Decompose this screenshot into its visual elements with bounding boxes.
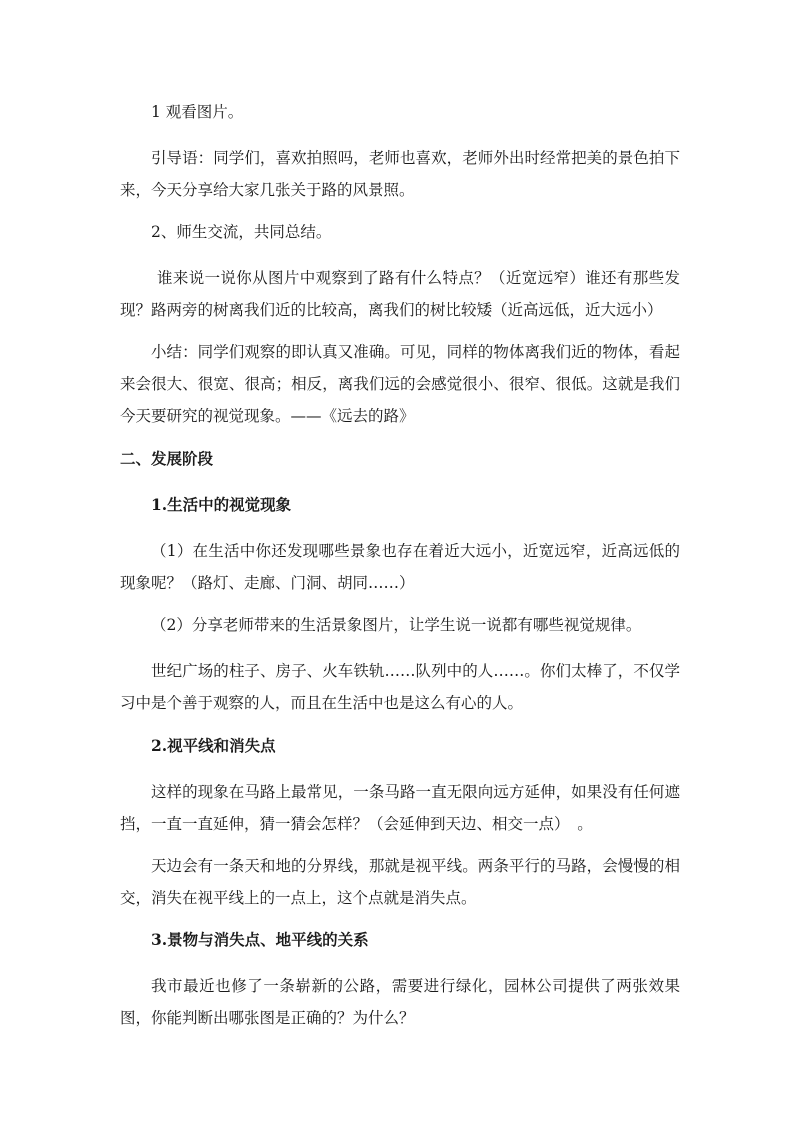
intro-paragraph: 引导语：同学们，喜欢拍照吗，老师也喜欢，老师外出时经常把美的景色拍下来，今天分享给大家几张关于路的风景照。 xyxy=(120,149,680,199)
step-2-heading: 2、师生交流，共同总结。 xyxy=(151,223,332,241)
step-1-heading: 1 观看图片。 xyxy=(151,103,244,121)
question-1-paragraph: （1）在生活中你还发现哪些景象也存在着近大远小，近宽远窄，近高远低的现象呢？（路灯、走廊、门洞、胡同……） xyxy=(120,542,680,592)
summary-paragraph: 小结：同学们观察的即认真又准确。可见，同样的物体离我们近的物体，看起来会很大、很宽、很高；相反，离我们远的会感觉很小、很窄、很低。这就是我们今天要研究的视觉现象。——《远去的路》 xyxy=(120,343,680,425)
section-2-heading: 二、发展阶段 xyxy=(120,449,214,468)
subsection-3-heading: 3.景物与消失点、地平线的关系 xyxy=(151,930,369,949)
road-paragraph: 这样的现象在马路上最常见，一条马路一直无限向远方延伸，如果没有任何遮挡，一直一直延伸，猜一猜会怎样？（会延伸到天边、相交一点） 。 xyxy=(120,783,680,833)
horizon-paragraph: 天边会有一条天和地的分界线，那就是视平线。两条平行的马路，会慢慢的相交，消失在视平线上的一点上，这个点就是消失点。 xyxy=(120,857,680,907)
subsection-1-heading: 1.生活中的视觉现象 xyxy=(151,495,292,514)
subsection-2-heading: 2.视平线和消失点 xyxy=(151,736,276,755)
question-2-paragraph: （2）分享老师带来的生活景象图片，让学生说一说都有哪些视觉规律。 xyxy=(151,616,642,634)
examples-paragraph: 世纪广场的柱子、房子、火车铁轨……队列中的人……。你们太棒了，不仅学习中是个善于观察的人，而且在生活中也是这么有心的人。 xyxy=(120,662,680,712)
observation-paragraph: 谁来说一说你从图片中观察到了路有什么特点？（近宽远窄）谁还有那些发现？路两旁的树离我们近的比较高，离我们的树比较矮（近高远低，近大远小） xyxy=(120,269,680,319)
greening-paragraph: 我市最近也修了一条崭新的公路，需要进行绿化，园林公司提供了两张效果图，你能判断出哪张图是正确的？为什么？ xyxy=(120,977,680,1027)
